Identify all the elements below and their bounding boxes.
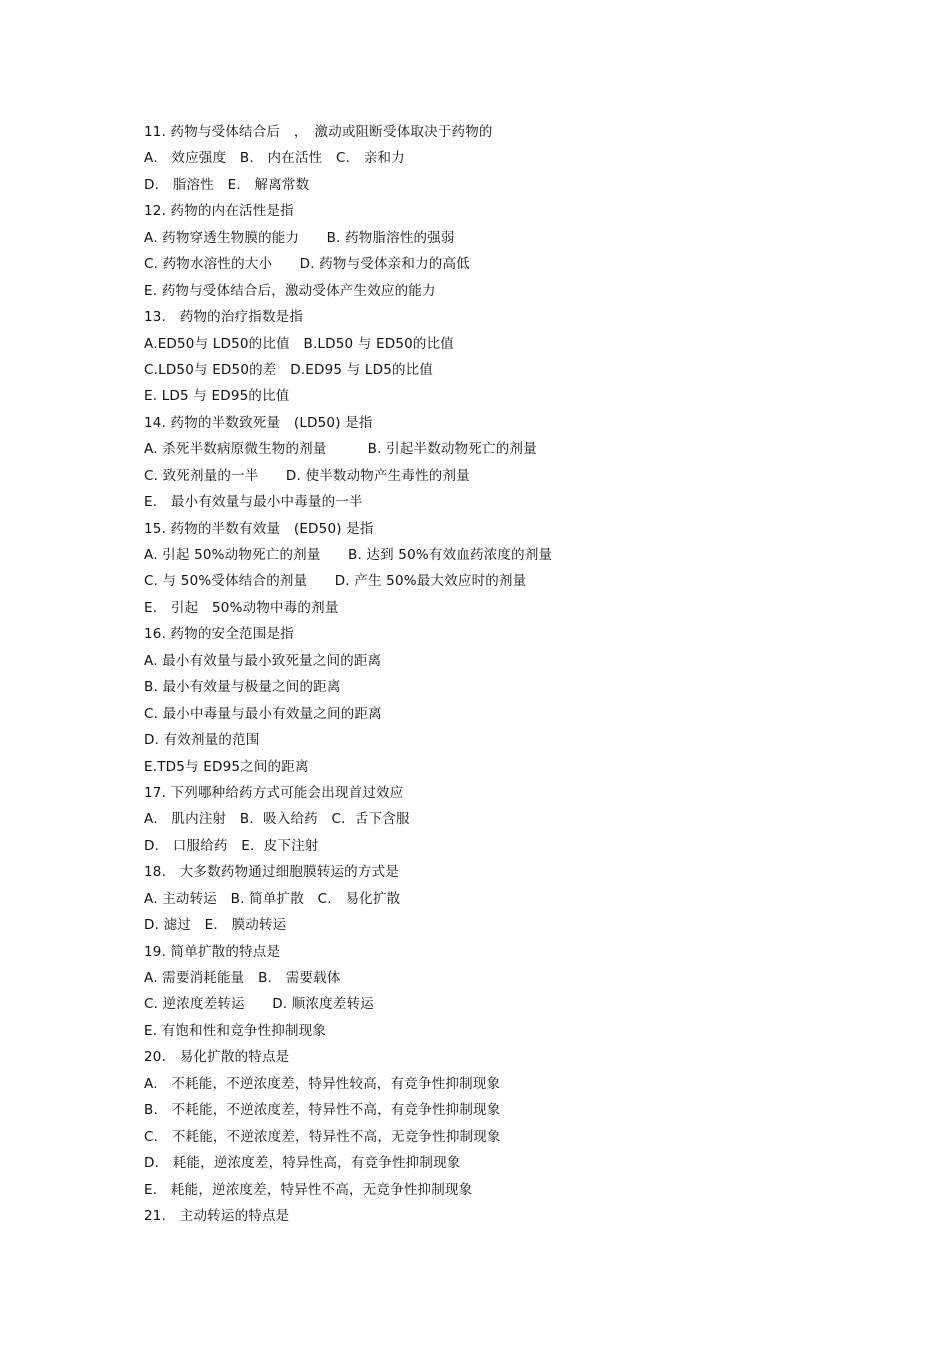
question-21-stem: 21. 主动转运的特点是 <box>144 1207 290 1224</box>
question-13-option-e: E. LD5 与 ED95的比值 <box>144 388 290 405</box>
question-19-option-e: E. 有饱和性和竞争性抑制现象 <box>144 1022 327 1039</box>
question-text-block <box>144 119 864 1229</box>
question-20-option-c: C. 不耗能，不逆浓度差，特异性不高，无竞争性抑制现象 <box>144 1128 501 1145</box>
question-15-options-a-b: A. 引起 50%动物死亡的剂量 B. 达到 50%有效血药浓度的剂量 <box>144 547 553 563</box>
question-20-option-a: A. 不耗能，不逆浓度差，特异性较高，有竞争性抑制现象 <box>144 1075 501 1092</box>
question-12-stem: 12. 药物的内在活性是指 <box>144 203 294 220</box>
question-12-options-c-d: C. 药物水溶性的大小 D. 药物与受体亲和力的高低 <box>144 256 470 273</box>
question-14-options-a-b: A. 杀死半数病原微生物的剂量 B. 引起半数动物死亡的剂量 <box>144 441 537 458</box>
question-11-options-a-c: A. 效应强度 B. 内在活性 C. 亲和力 <box>144 150 405 167</box>
question-17-options-d-e: D. 口服给药 E．皮下注射 <box>144 837 319 854</box>
question-11-stem: 11. 药物与受体结合后 ， 激动或阻断受体取决于药物的 <box>144 124 493 140</box>
question-20-stem: 20. 易化扩散的特点是 <box>144 1049 290 1066</box>
question-11-options-d-e: D. 脂溶性 E. 解离常数 <box>144 176 310 193</box>
question-12-option-e: E. 药物与受体结合后，激动受体产生效应的能力 <box>144 282 436 299</box>
question-16-option-a: A. 最小有效量与最小致死量之间的距离 <box>144 652 382 669</box>
question-13-options-c-d: C.LD50与 ED50的差 D.ED95 与 LD5的比值 <box>144 361 434 378</box>
question-16-stem: 16. 药物的安全范围是指 <box>144 626 294 643</box>
question-16-option-e: E.TD5与 ED95之间的距离 <box>144 758 309 775</box>
question-13-stem: 13. 药物的治疗指数是指 <box>144 309 304 326</box>
question-13-options-a-b: A.ED50与 LD50的比值 B.LD50 与 ED50的比值 <box>144 335 455 352</box>
question-18-options-d-e: D. 滤过 E. 膜动转运 <box>144 917 287 934</box>
question-16-option-b: B. 最小有效量与极量之间的距离 <box>144 679 341 696</box>
question-17-stem: 17. 下列哪种给药方式可能会出现首过效应 <box>144 784 404 801</box>
question-12-options-a-b: A. 药物穿透生物膜的能力 B. 药物脂溶性的强弱 <box>144 229 455 246</box>
question-16-option-d: D. 有效剂量的范围 <box>144 732 260 749</box>
question-18-stem: 18. 大多数药物通过细胞膜转运的方式是 <box>144 864 399 881</box>
question-15-options-c-d: C. 与 50%受体结合的剂量 D. 产生 50%最大效应时的剂量 <box>144 573 527 590</box>
question-20-option-e: E. 耗能，逆浓度差，特异性不高，无竞争性抑制现象 <box>144 1181 473 1198</box>
question-18-options-a-c: A. 主动转运 B. 简单扩散 C. 易化扩散 <box>144 890 401 907</box>
question-17-options-a-c: A. 肌内注射 B．吸入给药 C．舌下含服 <box>144 811 410 828</box>
question-16-option-c: C. 最小中毒量与最小有效量之间的距离 <box>144 705 382 722</box>
question-14-stem: 14. 药物的半数致死量 (LD50) 是指 <box>144 414 373 431</box>
question-19-options-c-d: C. 逆浓度差转运 D. 顺浓度差转运 <box>144 996 374 1013</box>
question-20-option-b: B. 不耗能，不逆浓度差，特异性不高，有竞争性抑制现象 <box>144 1102 501 1119</box>
question-19-stem: 19. 简单扩散的特点是 <box>144 943 281 960</box>
question-14-option-e: E. 最小有效量与最小中毒量的一半 <box>144 494 363 511</box>
question-20-option-d: D. 耗能，逆浓度差，特异性高，有竞争性抑制现象 <box>144 1155 461 1172</box>
question-19-options-a-b: A. 需要消耗能量 B. 需要载体 <box>144 970 341 986</box>
question-15-option-e: E. 引起 50%动物中毒的剂量 <box>144 599 339 616</box>
question-15-stem: 15. 药物的半数有效量 (ED50) 是指 <box>144 520 374 537</box>
question-14-options-c-d: C. 致死剂量的一半 D. 使半数动物产生毒性的剂量 <box>144 467 470 484</box>
